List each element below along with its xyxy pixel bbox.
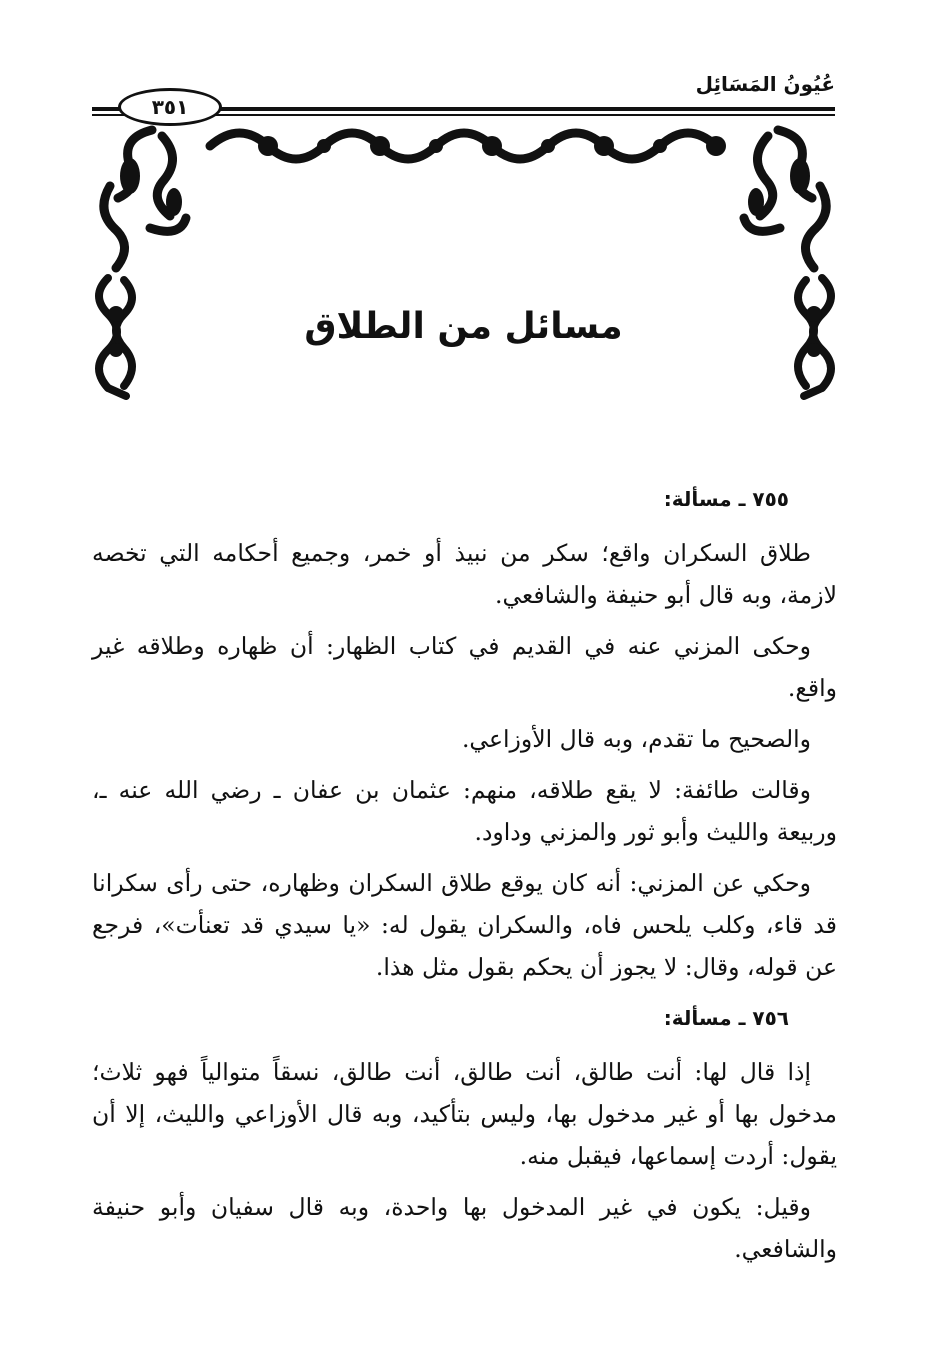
paragraph: وقيل: يكون في غير المدخول بها واحدة، وبه قال سفيان وأبو حنيفة والشافعي. (92, 1193, 837, 1263)
paragraph: طلاق السكران واقع؛ سكر من نبيذ أو خمر، وجميع أحكامه التي تخصه لازمة، وبه قال أبو حنيفة والشافعي. (92, 539, 837, 609)
paragraph: إذا قال لها: أنت طالق، أنت طالق، أنت طالق، نسقاً متوالياً فهو ثلاث؛ مدخول بها أو غير مدخول بها، وليس بتأكيد، وبه قال الأوزاعي والليث، إلا أن يقول: أردت إسماعها، فيقبل منه. (92, 1058, 837, 1170)
issue-heading: ٧٥٥ ـ مسألة: (663, 487, 789, 511)
issue-755 (92, 478, 837, 988)
paragraph: والصحيح ما تقدم، وبه قال الأوزاعي. (461, 725, 811, 753)
issue-756 (92, 997, 837, 1270)
document-body (92, 478, 837, 1279)
paragraph: وحكى المزني عنه في القديم في كتاب الظهار: أن ظهاره وطلاقه غير واقع. (92, 632, 837, 702)
chapter-ornament-frame (90, 118, 840, 408)
chapter-title: مسائل من الطلاق (304, 306, 623, 347)
paragraph: وحكي عن المزني: أنه كان يوقع طلاق السكران وظهاره، حتى رأى سكرانا قد قاء، وكلب يلحس فاه، والسكران يقول له: «يا سيدي قد تعنأت»، فرجع عن قوله، وقال: لا يجوز أن يحكم بقول مثل هذا. (92, 869, 837, 981)
paragraph: وقالت طائفة: لا يقع طلاقه، منهم: عثمان بن عفان ـ رضي الله عنه ـ، وربيعة والليث وأبو ثور والمزني وداود. (92, 776, 837, 846)
page-number (118, 88, 222, 126)
issue-heading: ٧٥٦ ـ مسألة: (663, 1006, 789, 1030)
running-header-title: عُيُونُ المَسَائِل (695, 72, 835, 96)
page-number-text: ٣٥١ (151, 95, 189, 119)
